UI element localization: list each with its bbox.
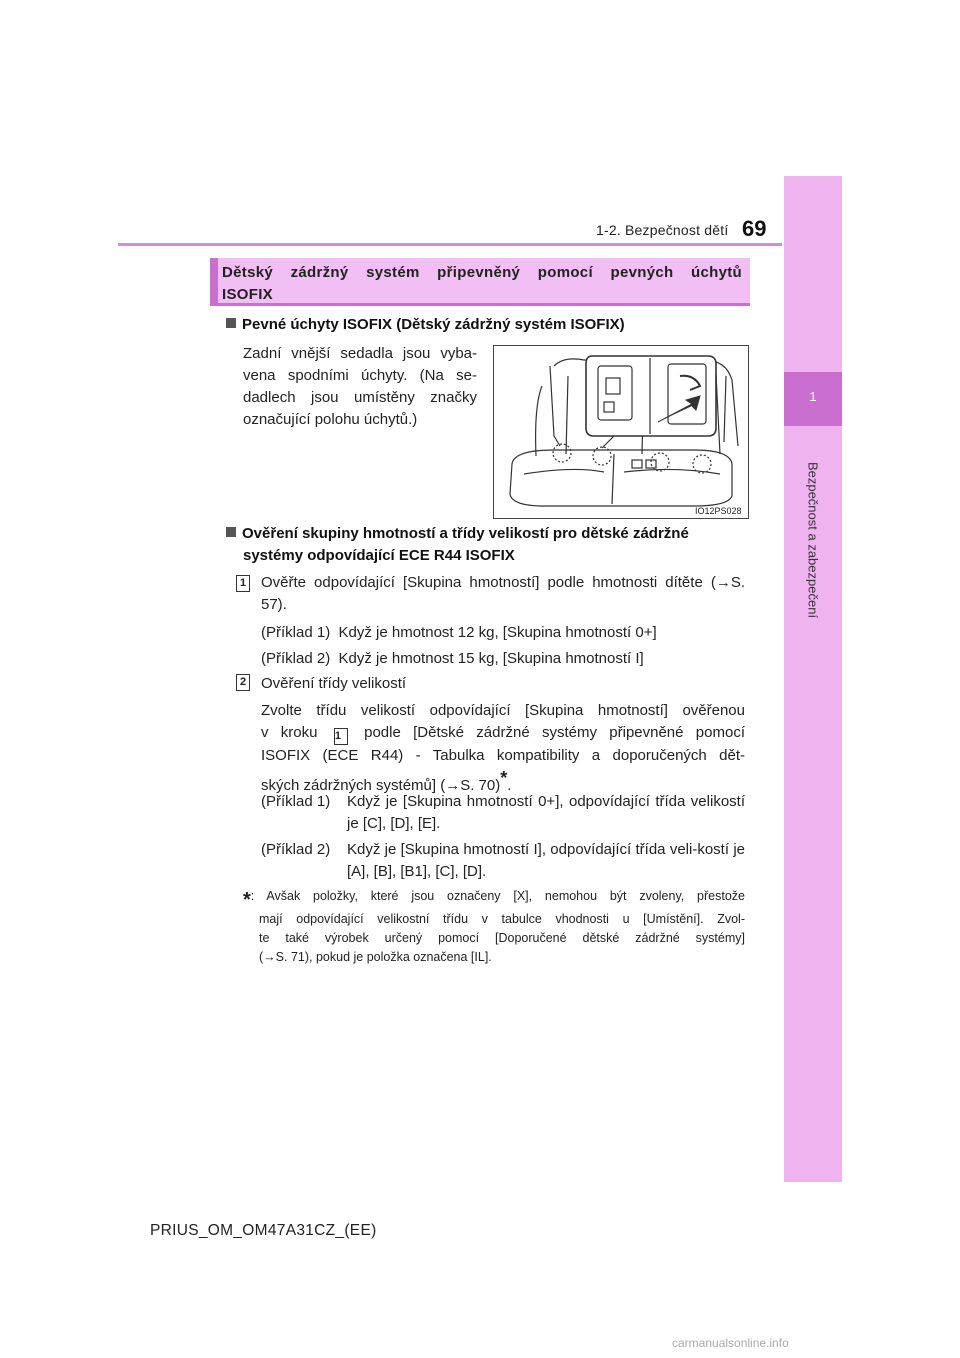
chapter-number: 1 — [809, 389, 817, 404]
step-2-marker: 2 — [236, 674, 250, 691]
step-2-text-line2-end: podle [Dětské zádržné systémy připevněné pomocí — [364, 724, 745, 741]
square-bullet-icon — [226, 318, 236, 328]
step-2-title: Ověření třídy velikostí — [261, 675, 407, 692]
subheading-isofix-verification-line2: systémy odpovídající ECE R44 ISOFIX — [243, 547, 515, 564]
section-heading — [222, 262, 742, 306]
subheading-isofix-verification-line1: Ověření skupiny hmotností a třídy velikostí pro dětské zádržné — [242, 525, 689, 542]
step-2-text-line4-main: ských zádržných systémů] (→S. 70) — [261, 777, 501, 794]
step-2-text-line4-end: . — [507, 777, 512, 794]
subheading-isofix-verification — [226, 523, 748, 567]
header-rule — [118, 243, 782, 246]
example-1-text: Když je [Skupina hmotností 0+], odpovídající třída velikostí je [C], [D], [E]. — [347, 793, 745, 832]
page-number: 69 — [742, 216, 767, 241]
step-1-marker: 1 — [236, 575, 250, 592]
footnote — [243, 887, 745, 967]
illustration-code: IO12PS028 — [695, 506, 742, 516]
step-1-example-1: (Příklad 1) Když je hmotnost 12 kg, [Skupina hmotností 0+] — [261, 624, 657, 641]
footnote-line1 — [243, 887, 745, 910]
step-1-example-2: (Příklad 2) Když je hmotnost 15 kg, [Skupina hmotností I] — [261, 650, 644, 667]
square-bullet-icon — [226, 527, 236, 537]
step-2-text-line3: ISOFIX (ECE R44) - Tabulka kompatibility a doporučených dět- — [261, 747, 745, 764]
section-heading-line1: Dětský zádržný systém připevněný pomocí pevných úchytů — [222, 264, 742, 281]
step-2-text-line2-start: v kroku — [261, 724, 318, 741]
isofix-intro-text: Zadní vnější sedadla jsou vyba-vena spodními úchyty. (Na se-dadlech jsou umístěny značky označující polohu úchytů.) — [243, 345, 477, 428]
rear-seat-drawing — [494, 346, 748, 518]
example-2-text: Když je [Skupina hmotností I], odpovídající třída veli-kostí je [A], [B], [B1], [C], [D]. — [347, 841, 745, 880]
step-1-reference-marker: 1 — [334, 728, 348, 745]
section-title: 1-2. Bezpečnost dětí — [596, 222, 729, 238]
rear-seat-isofix-illustration — [493, 345, 749, 519]
subheading-isofix-anchors — [226, 314, 625, 336]
step-2-text-line1: Zvolte třídu velikostí odpovídající [Skupina hmotností] ověřenou — [261, 702, 745, 719]
chapter-side-tab — [784, 176, 842, 1182]
step-2-example-2 — [261, 839, 745, 883]
footnote-line3: te také výrobek určený pomocí [Doporučené dětské zádržné systémy] — [259, 931, 745, 945]
step-1-text: Ověřte odpovídající [Skupina hmotností] podle hmotnosti dítěte (→S. 57). — [261, 574, 745, 613]
manual-code: PRIUS_OM_OM47A31CZ_(EE) — [150, 1222, 377, 1239]
subheading-isofix-anchors-text: Pevné úchyty ISOFIX (Dětský zádržný systém ISOFIX) — [242, 316, 625, 333]
footnote-marker: * — [500, 768, 508, 788]
watermark: carmanualsonline.info — [672, 1336, 789, 1350]
footnote-star: * — [243, 889, 251, 911]
example-1-label: (Příklad 1) — [261, 793, 331, 810]
section-heading-line2: ISOFIX — [222, 286, 273, 303]
example-2-label: (Příklad 2) — [261, 841, 331, 858]
step-2-example-1 — [261, 791, 745, 835]
step-2-text — [261, 700, 745, 797]
footnote-line2: mají odpovídající velikostní třídu v tabulce vhodnosti u [Umístění]. Zvol- — [259, 912, 745, 926]
footnote-line1-text: : Avšak položky, které jsou označeny [X], nemohou být zvoleny, přestože — [250, 889, 745, 903]
footnote-line4: (→S. 71), pokud je položka označena [IL]. — [259, 950, 492, 964]
chapter-label: Bezpečnost a zabezpečení — [805, 461, 821, 619]
step-2-text-line2 — [261, 722, 745, 745]
